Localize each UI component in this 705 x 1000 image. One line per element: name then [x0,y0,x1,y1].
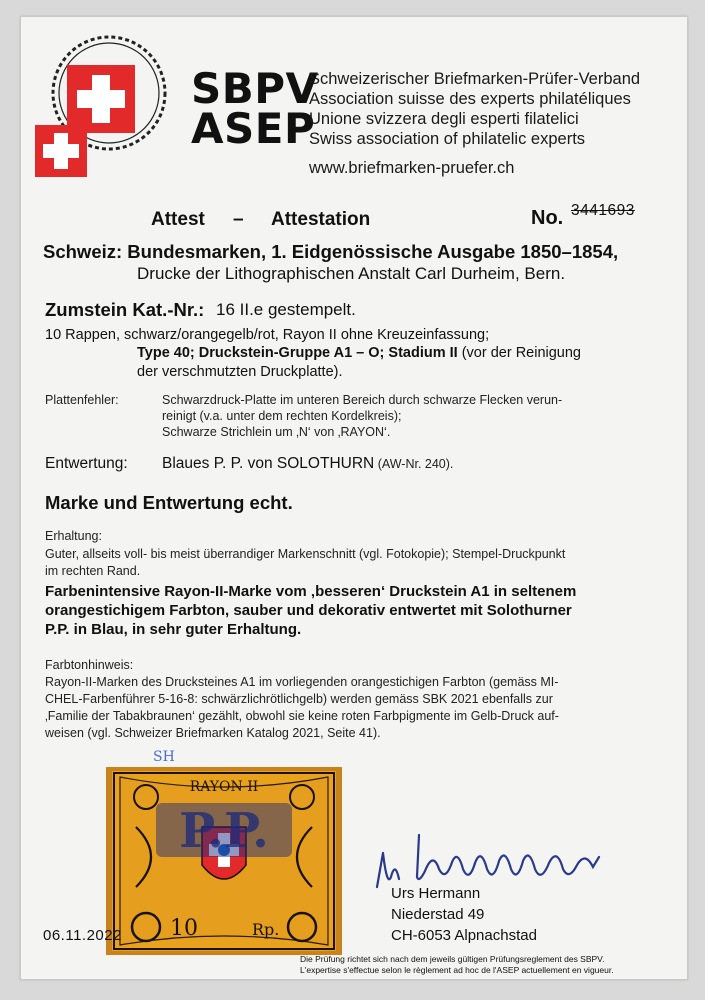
plattenfehler-line-1: Schwarzdruck-Platte im unteren Bereich durch schwarze Flecken verun- [162,393,563,407]
farbton-line-4: weisen (vgl. Schweizer Briefmarken Katalog 2021, Seite 41). [45,726,381,740]
stamp-cancel-text: P.P. [179,803,269,859]
org-name-de: Schweizerischer Briefmarken-Prüfer-Verband [309,70,641,88]
farbton-line-3: ‚Familie der Tabakbraunen‘ gezählt, obwohl sie keine roten Farbpigmente im Gelb-Druck auf- [45,709,559,723]
desc-line-1: 10 Rappen, schwarz/orangegelb/rot, Rayon II ohne Kreuzeinfassung; [45,327,490,343]
desc-line-3: der verschmutzten Druckplatte). [137,364,343,380]
zumstein-label: Zumstein Kat.-Nr.: [45,299,205,320]
summary-line-2: orangestichigem Farbton, sauber und dekorativ entwertet mit Solothurner [45,602,572,619]
stamp-image [106,767,342,955]
org-names [309,69,640,149]
sbpv-logo [29,33,179,183]
certificate-no-label: No. [531,207,564,229]
farbton-line-1: Rayon-II-Marken des Drucksteines A1 im vorliegenden orangestichigen Farbton (gemäss MI- [45,675,559,689]
logo-asep: ASEP [191,104,316,153]
expert-initials-top: SH [153,749,175,765]
summary-line-3: P.P. in Blau, in sehr guter Erhaltung. [45,621,302,638]
logo-sbpv: SBPV [191,64,319,113]
certificate-sheet [20,16,688,980]
footer-line-de: Die Prüfung richtet sich nach dem jeweils gültigen Prüfungsreglement des SBPV. [300,954,605,964]
entwertung-aw-number: (AW-Nr. 240). [374,457,454,471]
zumstein-value: 16 II.e gestempelt. [216,300,356,319]
org-name-fr: Association suisse des experts philatéliques [309,90,631,108]
stamp-rayon-text: RAYON II [189,779,259,795]
certificate-date: 06.11.2022 [43,927,122,944]
verdict: Marke und Entwertung echt. [45,492,293,513]
plattenfehler-line-2: reinigt (v.a. unter dem rechten Kordelkreis); [162,409,402,423]
signer-name: Urs Hermann [391,885,481,902]
logo-abbreviation [191,64,319,153]
certificate-number: 3441693 [571,202,635,219]
plattenfehler-line-3: Schwarze Strichlein um ‚N‘ von ‚RAYON‘. [162,425,391,439]
erhaltung-line-1: Guter, allseits voll- bis meist überrandiger Markenschnitt (vgl. Fotokopie); Stempel-Druckpunkt [45,547,566,561]
stamp-unit-text: Rp. [252,920,280,939]
erhaltung-label: Erhaltung: [45,529,102,543]
org-name-it: Unione svizzera degli esperti filatelici [309,110,579,128]
attest-label: Attest [151,209,205,230]
desc-type-bold: Type 40; Druckstein-Gruppe A1 – O; Stadium II [137,345,458,361]
summary-line-1: Farbenintensive Rayon-II-Marke vom ‚besseren‘ Druckstein A1 in seltenem [45,583,577,600]
signer-city: CH-6053 Alpnachstad [391,927,537,944]
entwertung-label: Entwertung: [45,455,128,472]
footer-line-fr: L'expertise s'effectue selon le règlement ad hoc de l'ASEP actuellement en vigueur. [300,965,614,975]
entwertung-value: Blaues P. P. von SOLOTHURN [162,455,375,472]
farbton-label: Farbtonhinweis: [45,658,134,672]
stamp-value-text: 10 [170,916,198,941]
desc-line-2-rest: (vor der Reinigung [457,345,582,361]
title-line-2: Drucke der Lithographischen Anstalt Carl Durheim, Bern. [137,264,566,283]
signer-street: Niederstad 49 [391,906,485,923]
org-name-en: Swiss association of philatelic experts [309,130,586,148]
farbton-line-2: CHEL-Farbenführer 5-16-8: schwärzlichrötlichgelb) werden gemäss SBK 2021 ebenfalls zur [45,692,553,706]
attestation-label: Attestation [271,209,371,230]
title-line-1: Schweiz: Bundesmarken, 1. Eidgenössische Ausgabe 1850–1854, [43,241,619,262]
plattenfehler-label: Plattenfehler: [45,393,119,407]
org-url: www.briefmarken-pruefer.ch [309,159,515,177]
attest-dash: – [233,209,244,230]
erhaltung-line-2: im rechten Rand. [45,564,141,578]
